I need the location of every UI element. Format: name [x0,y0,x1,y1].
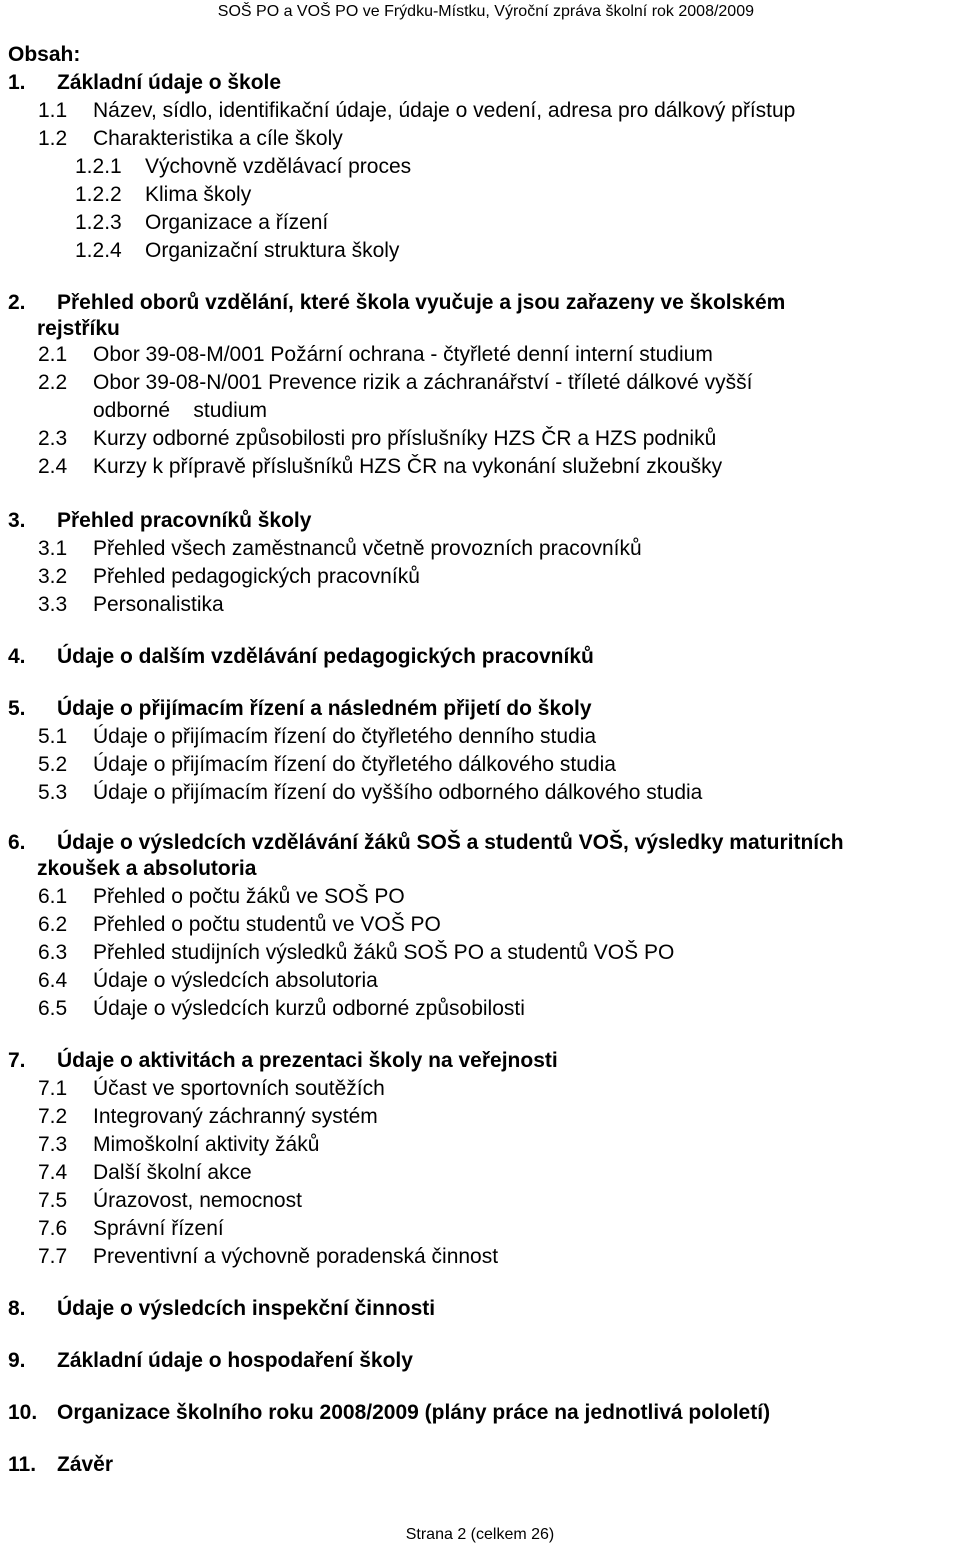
toc-entry-text: Organizační struktura školy [145,239,400,262]
toc-entry-text: Další školní akce [93,1161,252,1184]
toc-entry-number: 11. [8,1453,37,1476]
toc-entry-number: 3.1 [38,537,68,560]
toc-entry-number: 6.5 [38,997,68,1020]
toc-entry-text: Přehled o počtu studentů ve VOŠ PO [93,913,441,936]
toc-entry-continuation: zkoušek a absolutoria [37,857,257,880]
toc-entry-number: 7.7 [38,1245,68,1268]
toc-entry-text: Charakteristika a cíle školy [93,127,343,150]
toc-entry-number: 8. [8,1297,26,1320]
toc-entry-text: Přehled pedagogických pracovníků [93,565,420,588]
toc-entry-text: Organizace školního roku 2008/2009 (plány práce na jednotlivá pololetí) [57,1401,771,1424]
toc-entry-number: 7.3 [38,1133,68,1156]
toc-entry-text: Preventivní a výchovně poradenská činnost [93,1245,499,1268]
toc-entry-number: 3.2 [38,565,68,588]
toc-entry-text: Kurzy k přípravě příslušníků HZS ČR na vykonání služební zkoušky [93,455,723,478]
toc-entry-text: Přehled všech zaměstnanců včetně provozních pracovníků [93,537,642,560]
toc-entry-text: Údaje o přijímacím řízení do čtyřletého denního studia [93,725,597,748]
toc-entry-number: 6.4 [38,969,68,992]
toc-title: Obsah: [8,43,81,66]
toc-entry-continuation: rejstříku [37,317,120,340]
running-header: SOŠ PO a VOŠ PO ve Frýdku-Místku, Výroční zpráva školní rok 2008/2009 [217,3,754,20]
toc-entry-text: Přehled oborů vzdělání, které škola vyučuje a jsou zařazeny ve školském [57,291,786,314]
toc-entry-text: Údaje o dalším vzdělávání pedagogických pracovníků [57,645,594,668]
toc-entry-text: Údaje o výsledcích inspekční činnosti [57,1297,436,1320]
toc-entry-number: 7. [8,1049,26,1072]
toc-entry-number: 4. [8,645,26,668]
toc-entry-number: 7.6 [38,1217,68,1240]
toc-entry-number: 7.2 [38,1105,68,1128]
toc-entry-text: Obor 39-08-M/001 Požární ochrana - čtyřleté denní interní studium [93,343,713,366]
toc-entry-text: Údaje o výsledcích vzdělávání žáků SOŠ a studentů VOŠ, výsledky maturitních [57,831,844,854]
toc-entry-text: Správní řízení [93,1217,224,1240]
toc-entry-number: 6.1 [38,885,68,908]
toc-entry-number: 1.2 [38,127,68,150]
toc-entry-number: 6.3 [38,941,68,964]
toc-entry-number: 3. [8,509,26,532]
toc-entry-text: Úrazovost, nemocnost [93,1189,302,1212]
toc-entry-text: Závěr [57,1453,114,1476]
toc-entry-number: 1.1 [38,99,68,122]
page-footer: Strana 2 (celkem 26) [405,1526,555,1543]
toc-entry-text: Mimoškolní aktivity žáků [93,1133,320,1156]
toc-entry-text: Název, sídlo, identifikační údaje, údaje o vedení, adresa pro dálkový přístup [93,99,796,122]
toc-entry-text: Údaje o přijímacím řízení do vyššího odborného dálkového studia [93,781,703,804]
toc-entry-text: Přehled o počtu žáků ve SOŠ PO [93,885,405,908]
toc-entry-number: 1.2.3 [75,211,122,234]
toc-entry-number: 5.3 [38,781,68,804]
toc-entry-text: Personalistika [93,593,224,616]
toc-entry-number: 3.3 [38,593,68,616]
toc-entry-text: Kurzy odborné způsobilosti pro příslušníky HZS ČR a HZS podniků [93,427,717,450]
toc-entry-number: 1. [8,71,26,94]
toc-entry-number: 6. [8,831,26,854]
toc-entry-text: Údaje o aktivitách a prezentaci školy na veřejnosti [57,1049,558,1072]
toc-entry-number: 1.2.2 [75,183,122,206]
toc-entry-number: 2.4 [38,455,68,478]
toc-entry-text: Údaje o přijímacím řízení a následném přijetí do školy [57,697,592,720]
toc-entry-number: 2.1 [38,343,68,366]
toc-entry-number: 6.2 [38,913,68,936]
toc-entry-number: 7.5 [38,1189,68,1212]
toc-entry-text: Organizace a řízení [145,211,329,234]
toc-entry-number: 10. [8,1401,38,1424]
toc-entry-text: Údaje o přijímacím řízení do čtyřletého dálkového studia [93,753,616,776]
toc-entry-text: Údaje o výsledcích kurzů odborné způsobilosti [93,997,525,1020]
toc-entry-number: 5.2 [38,753,68,776]
toc-entry-text: Výchovně vzdělávací proces [145,155,412,178]
toc-entry-number: 7.1 [38,1077,68,1100]
toc-entry-text: Přehled pracovníků školy [57,509,312,532]
toc-entry-text: Klima školy [145,183,252,206]
toc-entry-text: Integrovaný záchranný systém [93,1105,378,1128]
toc-entry-text: Obor 39-08-N/001 Prevence rizik a záchranářství - tříleté dálkové vyšší [93,371,753,394]
toc-entry-number: 5. [8,697,26,720]
toc-entry-text: Účast ve sportovních soutěžích [93,1077,385,1100]
toc-entry-number: 1.2.4 [75,239,122,262]
toc-entry-text: Základní údaje o škole [57,71,282,94]
toc-entry-number: 1.2.1 [75,155,122,178]
toc-entry-number: 2. [8,291,26,314]
toc-entry-number: 7.4 [38,1161,68,1184]
toc-entry-text: Údaje o výsledcích absolutoria [93,969,378,992]
toc-entry-text: Přehled studijních výsledků žáků SOŠ PO a studentů VOŠ PO [93,941,675,964]
toc-entry-number: 5.1 [38,725,68,748]
toc-entry-number: 2.2 [38,371,68,394]
toc-entry-number: 9. [8,1349,26,1372]
toc-entry-continuation: odborné studium [93,399,267,422]
toc-entry-number: 2.3 [38,427,68,450]
toc-entry-text: Základní údaje o hospodaření školy [57,1349,413,1372]
